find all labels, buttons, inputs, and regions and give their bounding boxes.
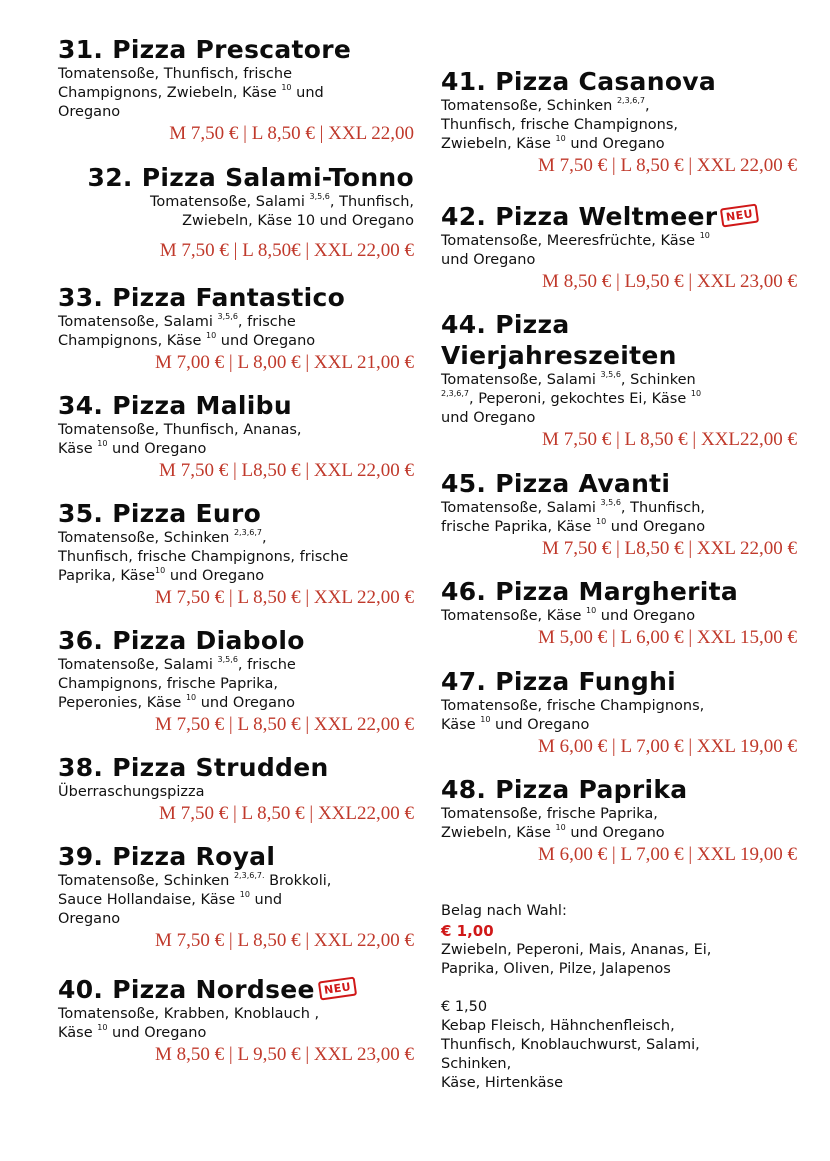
- item-description: Tomatensoße, Salami $^{3,5,6}$, Schinken $^{2,3,6,7}$, Peperoni, gekochtes Ei, Käse $^{10}$ und Oregano: [441, 370, 702, 426]
- menu-item-38: [58, 752, 414, 826]
- item-description: Tomatensoße, Salami $^{3,5,6}$, frische Champignons, Käse $^{10}$ und Oregano: [58, 312, 316, 349]
- item-price: M 5,00 € | L 6,00 € | XXL 15,00 €: [538, 627, 797, 648]
- item-price: M 7,50 € | L8,50 € | XXL 22,00 €: [159, 460, 414, 481]
- item-price: M 7,50 € | L 8,50 € | XXL22,00 €: [159, 803, 414, 824]
- item-price: M 6,00 € | L 7,00 € | XXL 19,00 €: [538, 844, 797, 865]
- item-name: 46. Pizza Margherita: [441, 577, 739, 606]
- menu-item-45: [441, 468, 797, 561]
- item-price: M 7,50 € | L 8,50 € | XXL 22,00 €: [538, 155, 797, 176]
- item-description: Tomatensoße, Schinken $^{2,3,6,7}$, Thunfisch, frische Champignons, Zwiebeln, Käse $^{10}$ und Oregano: [441, 96, 679, 152]
- item-description: Tomatensoße, Salami $^{3,5,6}$, frische Champignons, frische Paprika, Peperonies, Käse $^{10}$ und Oregano: [58, 655, 296, 711]
- item-price: M 7,50 € | L 8,50€ | XXL 22,00 €: [159, 240, 414, 261]
- menu-item-42: [441, 201, 797, 294]
- item-name: 36. Pizza Diabolo: [58, 626, 305, 655]
- extra-toppings: [441, 902, 797, 1093]
- item-price: M 8,50 € | L 9,50 € | XXL 23,00 €: [155, 1044, 414, 1065]
- item-name: 44. Pizza Vierjahreszeiten: [441, 310, 677, 370]
- item-description: Tomatensoße, Thunfisch, Ananas, Käse $^{10}$ und Oregano: [58, 422, 302, 457]
- item-description: Tomatensoße, Schinken $^{2,3,6,7}$, Thunfisch, frische Champignons, frische Paprika, Käse$^{10}$ und Oregano: [58, 528, 349, 584]
- item-description: Tomatensoße, frische Paprika, Zwiebeln, Käse $^{10}$ und Oregano: [441, 806, 665, 841]
- item-price: M 7,50 € | L 8,50 € | XXL 22,00 €: [155, 587, 414, 608]
- item-price: M 7,50 € | L 8,50 € | XXL 22,00 €: [155, 714, 414, 735]
- item-name: 31. Pizza Prescatore: [58, 35, 352, 64]
- extras-price-1: € 1,00: [441, 922, 494, 940]
- item-price: M 7,50 € | L8,50 € | XXL 22,00 €: [542, 538, 797, 559]
- item-price: M 7,50 € | L 8,50 € | XXL 22,00: [169, 123, 414, 144]
- menu-item-39: [58, 841, 414, 953]
- item-description: Tomatensoße, Käse $^{10}$ und Oregano: [441, 606, 696, 624]
- item-description: Tomatensoße, Salami $^{3,5,6}$, Thunfisch, frische Paprika, Käse $^{10}$ und Oregano: [441, 498, 706, 535]
- item-name: 35. Pizza Euro: [58, 499, 262, 528]
- item-description: Tomatensoße, Schinken $^{2,3,6,7.}$ Brokkoli, Sauce Hollandaise, Käse $^{10}$ und Oregano: [58, 871, 332, 927]
- item-name: 32. Pizza Salami-Tonno: [87, 163, 414, 192]
- extras-list-2: Kebap Fleisch, Hähnchenfleisch, Thunfisch, Knoblauchwurst, Salami, Schinken, Käse, Hirtenkäse: [441, 1018, 700, 1091]
- menu-item-47: [441, 666, 797, 759]
- item-price: M 7,50 € | L 8,50 € | XXL22,00 €: [542, 429, 797, 450]
- item-name: 47. Pizza Funghi: [441, 667, 677, 696]
- item-name: 33. Pizza Fantastico: [58, 283, 346, 312]
- menu-item-44: [441, 309, 797, 452]
- item-description: Tomatensoße, frische Champignons, Käse $^{10}$ und Oregano: [441, 698, 705, 733]
- item-name: 48. Pizza Paprika: [441, 775, 688, 804]
- item-description: Tomatensoße, Krabben, Knoblauch , Käse $^{10}$ und Oregano: [58, 1006, 320, 1041]
- menu-item-46: [441, 576, 797, 650]
- new-badge: NEU: [720, 204, 759, 228]
- item-description: Überraschungspizza: [58, 784, 205, 800]
- item-description: Tomatensoße, Thunfisch, frische Champignons, Zwiebeln, Käse $^{10}$ und Oregano: [58, 66, 324, 120]
- extras-price-2: € 1,50: [441, 999, 488, 1015]
- new-badge: NEU: [318, 977, 357, 1001]
- extras-label: Belag nach Wahl:: [441, 903, 567, 919]
- item-price: M 7,50 € | L 8,50 € | XXL 22,00 €: [155, 930, 414, 951]
- menu-item-41: [441, 66, 797, 178]
- menu-item-34: [58, 390, 414, 483]
- item-description: Tomatensoße, Salami $^{3,5,6}$, Thunfisch, Zwiebeln, Käse 10 und Oregano: [149, 192, 414, 229]
- item-name: 38. Pizza Strudden: [58, 753, 329, 782]
- menu-item-40: [58, 974, 414, 1067]
- menu-item-35: [58, 498, 414, 610]
- menu-item-48: [441, 774, 797, 867]
- item-name: 40. Pizza Nordsee NEU: [58, 974, 414, 1005]
- item-name: 42. Pizza Weltmeer NEU: [441, 201, 797, 232]
- item-price: M 6,00 € | L 7,00 € | XXL 19,00 €: [538, 736, 797, 757]
- item-name: 39. Pizza Royal: [58, 842, 276, 871]
- item-price: M 7,00 € | L 8,00 € | XXL 21,00 €: [155, 352, 414, 373]
- item-name: 34. Pizza Malibu: [58, 391, 292, 420]
- menu-item-31: [58, 34, 414, 146]
- item-description: Tomatensoße, Meeresfrüchte, Käse $^{10}$ und Oregano: [441, 231, 710, 268]
- menu-item-33: [58, 282, 414, 375]
- item-name: 45. Pizza Avanti: [441, 469, 671, 498]
- menu-item-36: [58, 625, 414, 737]
- menu-item-32: [58, 162, 414, 263]
- item-price: M 8,50 € | L9,50 € | XXL 23,00 €: [542, 271, 797, 292]
- extras-list-1: Zwiebeln, Peperoni, Mais, Ananas, Ei, Paprika, Oliven, Pilze, Jalapenos: [441, 942, 712, 977]
- item-name: 41. Pizza Casanova: [441, 67, 717, 96]
